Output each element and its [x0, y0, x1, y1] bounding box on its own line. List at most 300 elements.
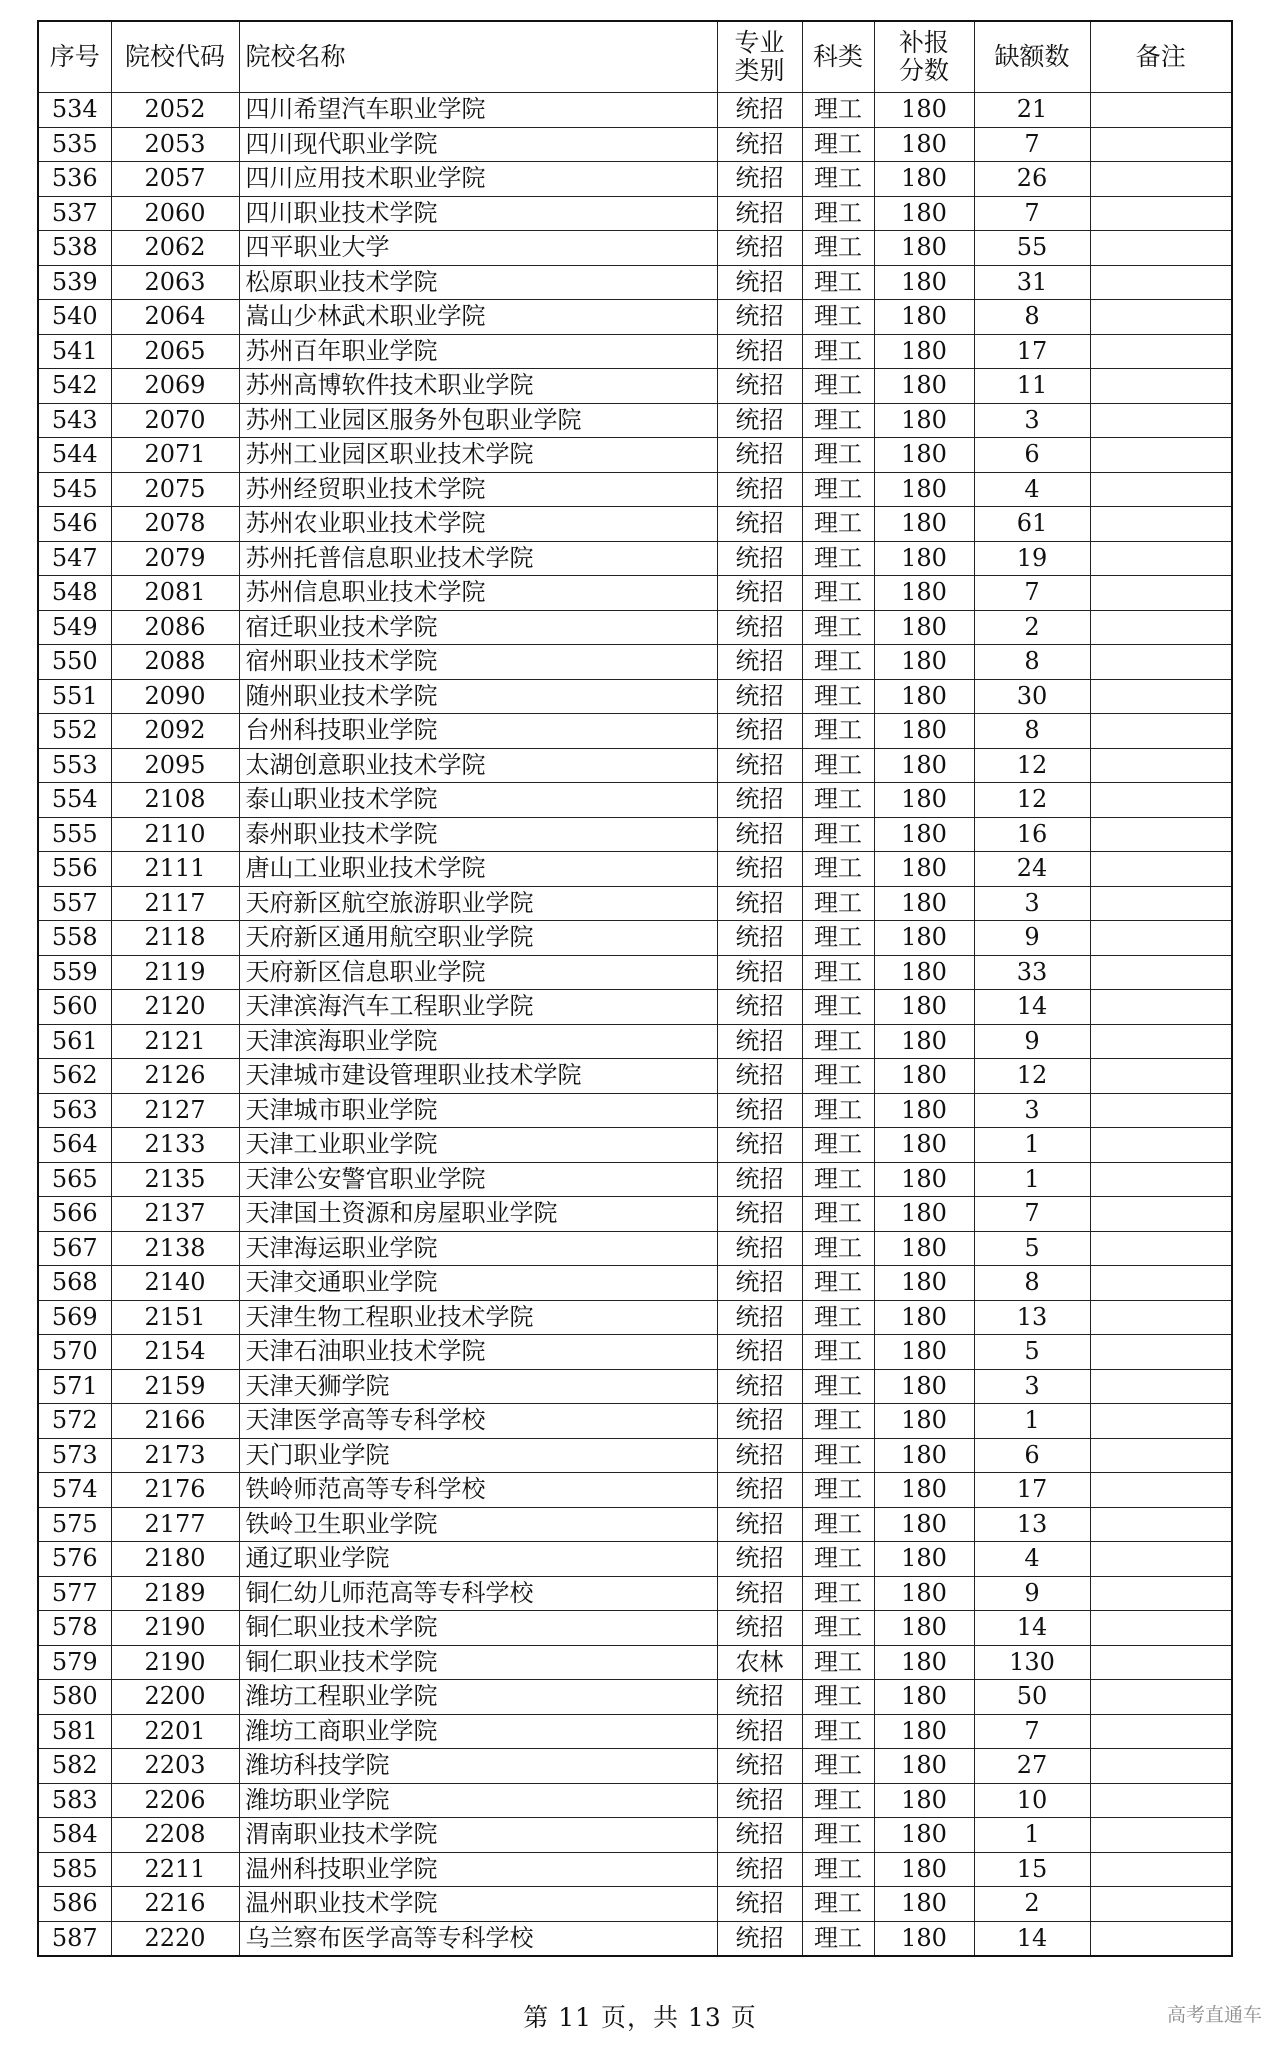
cell-school-code: 2108	[111, 783, 239, 818]
cell-school-name: 天津滨海职业学院	[239, 1024, 717, 1059]
cell-remark	[1090, 1438, 1232, 1473]
table-row	[38, 714, 1232, 749]
cell-vacancy: 1	[974, 1162, 1090, 1197]
cell-seq: 543	[38, 403, 111, 438]
cell-subject: 理工	[802, 1576, 874, 1611]
cell-school-name: 苏州工业园区服务外包职业学院	[239, 403, 717, 438]
cell-score: 180	[874, 1404, 974, 1439]
cell-remark	[1090, 1645, 1232, 1680]
cell-major-category: 统招	[717, 1300, 802, 1335]
cell-subject: 理工	[802, 507, 874, 542]
cell-subject: 理工	[802, 1438, 874, 1473]
cell-remark	[1090, 886, 1232, 921]
cell-school-code: 2075	[111, 472, 239, 507]
cell-subject: 理工	[802, 1542, 874, 1577]
page-footer: 第 11 页，共 13 页	[523, 2003, 757, 2032]
cell-vacancy: 17	[974, 1473, 1090, 1508]
table-row	[38, 300, 1232, 335]
cell-major-category: 统招	[717, 1335, 802, 1370]
cell-vacancy: 5	[974, 1231, 1090, 1266]
cell-subject: 理工	[802, 748, 874, 783]
cell-subject: 理工	[802, 817, 874, 852]
cell-remark	[1090, 1507, 1232, 1542]
cell-school-code: 2137	[111, 1197, 239, 1232]
cell-vacancy: 55	[974, 231, 1090, 266]
cell-subject: 理工	[802, 1059, 874, 1094]
table-row	[38, 1300, 1232, 1335]
table-row	[38, 610, 1232, 645]
cell-vacancy: 7	[974, 1714, 1090, 1749]
cell-major-category: 统招	[717, 1507, 802, 1542]
cell-school-code: 2189	[111, 1576, 239, 1611]
table-row	[38, 645, 1232, 680]
cell-subject: 理工	[802, 162, 874, 197]
cell-remark	[1090, 1818, 1232, 1853]
cell-major-category: 统招	[717, 1852, 802, 1887]
table-row	[38, 1024, 1232, 1059]
table-row	[38, 1404, 1232, 1439]
cell-vacancy: 13	[974, 1507, 1090, 1542]
cell-score: 180	[874, 1611, 974, 1646]
cell-subject: 理工	[802, 541, 874, 576]
cell-school-name: 天门职业学院	[239, 1438, 717, 1473]
cell-seq: 545	[38, 472, 111, 507]
cell-score: 180	[874, 576, 974, 611]
cell-subject: 理工	[802, 231, 874, 266]
cell-major-category: 统招	[717, 1197, 802, 1232]
cell-subject: 理工	[802, 1507, 874, 1542]
table-row	[38, 1576, 1232, 1611]
cell-vacancy: 12	[974, 748, 1090, 783]
cell-subject: 理工	[802, 1128, 874, 1163]
cell-school-name: 温州职业技术学院	[239, 1887, 717, 1922]
cell-score: 180	[874, 541, 974, 576]
header-score	[874, 21, 974, 93]
cell-subject: 理工	[802, 714, 874, 749]
cell-major-category: 统招	[717, 127, 802, 162]
cell-score: 180	[874, 196, 974, 231]
cell-vacancy: 26	[974, 162, 1090, 197]
cell-remark	[1090, 955, 1232, 990]
header-major-category-line2: 类别	[734, 56, 785, 85]
table-row	[38, 1611, 1232, 1646]
cell-score: 180	[874, 403, 974, 438]
cell-remark	[1090, 1473, 1232, 1508]
cell-score: 180	[874, 1818, 974, 1853]
table-header-row	[38, 21, 1232, 93]
cell-school-name: 潍坊职业学院	[239, 1783, 717, 1818]
cell-score: 180	[874, 1128, 974, 1163]
header-seq: 序号	[38, 21, 111, 93]
cell-subject: 理工	[802, 1231, 874, 1266]
cell-major-category: 统招	[717, 886, 802, 921]
table-row	[38, 334, 1232, 369]
cell-score: 180	[874, 334, 974, 369]
cell-vacancy: 21	[974, 93, 1090, 128]
cell-vacancy: 9	[974, 1024, 1090, 1059]
cell-vacancy: 6	[974, 1438, 1090, 1473]
table-row	[38, 507, 1232, 542]
cell-school-code: 2127	[111, 1093, 239, 1128]
cell-school-name: 四川职业技术学院	[239, 196, 717, 231]
cell-seq: 554	[38, 783, 111, 818]
vacancy-table	[37, 20, 1233, 1957]
cell-school-code: 2052	[111, 93, 239, 128]
cell-school-name: 天府新区信息职业学院	[239, 955, 717, 990]
cell-seq: 548	[38, 576, 111, 611]
cell-major-category: 统招	[717, 714, 802, 749]
cell-remark	[1090, 300, 1232, 335]
cell-seq: 560	[38, 990, 111, 1025]
cell-subject: 理工	[802, 1749, 874, 1784]
cell-seq: 581	[38, 1714, 111, 1749]
cell-remark	[1090, 921, 1232, 956]
cell-seq: 542	[38, 369, 111, 404]
cell-remark	[1090, 1059, 1232, 1094]
cell-school-name: 唐山工业职业技术学院	[239, 852, 717, 887]
cell-school-code: 2201	[111, 1714, 239, 1749]
table-row	[38, 1438, 1232, 1473]
cell-major-category: 统招	[717, 1576, 802, 1611]
cell-score: 180	[874, 1231, 974, 1266]
cell-major-category: 统招	[717, 1231, 802, 1266]
cell-school-code: 2078	[111, 507, 239, 542]
cell-subject: 理工	[802, 1300, 874, 1335]
table-row	[38, 1231, 1232, 1266]
cell-major-category: 统招	[717, 334, 802, 369]
cell-school-name: 随州职业技术学院	[239, 679, 717, 714]
cell-subject: 理工	[802, 1887, 874, 1922]
cell-major-category: 统招	[717, 541, 802, 576]
cell-remark	[1090, 852, 1232, 887]
table-row	[38, 886, 1232, 921]
cell-school-name: 松原职业技术学院	[239, 265, 717, 300]
cell-school-code: 2090	[111, 679, 239, 714]
cell-remark	[1090, 1093, 1232, 1128]
cell-vacancy: 130	[974, 1645, 1090, 1680]
cell-remark	[1090, 817, 1232, 852]
cell-subject: 理工	[802, 1783, 874, 1818]
cell-school-name: 潍坊科技学院	[239, 1749, 717, 1784]
table-row	[38, 1852, 1232, 1887]
cell-major-category: 统招	[717, 1783, 802, 1818]
cell-school-name: 天府新区通用航空职业学院	[239, 921, 717, 956]
header-score-line2: 分数	[898, 56, 949, 85]
cell-seq: 566	[38, 1197, 111, 1232]
cell-score: 180	[874, 1852, 974, 1887]
cell-vacancy: 7	[974, 127, 1090, 162]
cell-score: 180	[874, 1300, 974, 1335]
cell-seq: 541	[38, 334, 111, 369]
cell-vacancy: 6	[974, 438, 1090, 473]
cell-major-category: 统招	[717, 1438, 802, 1473]
table-row	[38, 1093, 1232, 1128]
table-row	[38, 403, 1232, 438]
cell-subject: 理工	[802, 1093, 874, 1128]
cell-subject: 理工	[802, 1852, 874, 1887]
cell-school-code: 2121	[111, 1024, 239, 1059]
cell-major-category: 统招	[717, 231, 802, 266]
cell-seq: 557	[38, 886, 111, 921]
table-row	[38, 1197, 1232, 1232]
cell-vacancy: 16	[974, 817, 1090, 852]
cell-major-category: 统招	[717, 265, 802, 300]
cell-school-code: 2159	[111, 1369, 239, 1404]
cell-score: 180	[874, 1473, 974, 1508]
cell-school-name: 天津海运职业学院	[239, 1231, 717, 1266]
cell-major-category: 统招	[717, 1404, 802, 1439]
cell-seq: 572	[38, 1404, 111, 1439]
table-row	[38, 783, 1232, 818]
cell-subject: 理工	[802, 990, 874, 1025]
cell-school-code: 2070	[111, 403, 239, 438]
cell-score: 180	[874, 1162, 974, 1197]
cell-school-name: 苏州经贸职业技术学院	[239, 472, 717, 507]
cell-remark	[1090, 1852, 1232, 1887]
cell-major-category: 统招	[717, 1749, 802, 1784]
cell-score: 180	[874, 1680, 974, 1715]
cell-subject: 理工	[802, 1197, 874, 1232]
cell-remark	[1090, 1714, 1232, 1749]
table-body	[38, 93, 1232, 1957]
cell-remark	[1090, 1887, 1232, 1922]
cell-remark	[1090, 1266, 1232, 1301]
cell-major-category: 农林	[717, 1645, 802, 1680]
cell-remark	[1090, 265, 1232, 300]
cell-remark	[1090, 1611, 1232, 1646]
cell-school-name: 天津国土资源和房屋职业学院	[239, 1197, 717, 1232]
cell-vacancy: 1	[974, 1404, 1090, 1439]
cell-school-code: 2151	[111, 1300, 239, 1335]
cell-school-code: 2200	[111, 1680, 239, 1715]
cell-subject: 理工	[802, 1024, 874, 1059]
cell-remark	[1090, 369, 1232, 404]
cell-seq: 536	[38, 162, 111, 197]
cell-school-code: 2064	[111, 300, 239, 335]
cell-seq: 562	[38, 1059, 111, 1094]
cell-remark	[1090, 1162, 1232, 1197]
header-major-category	[717, 21, 802, 93]
cell-major-category: 统招	[717, 817, 802, 852]
cell-vacancy: 27	[974, 1749, 1090, 1784]
cell-vacancy: 8	[974, 1266, 1090, 1301]
table-row	[38, 817, 1232, 852]
cell-vacancy: 10	[974, 1783, 1090, 1818]
cell-subject: 理工	[802, 1611, 874, 1646]
cell-vacancy: 4	[974, 472, 1090, 507]
table-row	[38, 1059, 1232, 1094]
cell-remark	[1090, 1783, 1232, 1818]
cell-school-code: 2140	[111, 1266, 239, 1301]
cell-school-name: 苏州托普信息职业技术学院	[239, 541, 717, 576]
cell-school-name: 天府新区航空旅游职业学院	[239, 886, 717, 921]
cell-school-name: 铜仁幼儿师范高等专科学校	[239, 1576, 717, 1611]
cell-subject: 理工	[802, 265, 874, 300]
cell-subject: 理工	[802, 300, 874, 335]
cell-vacancy: 8	[974, 300, 1090, 335]
cell-score: 180	[874, 1093, 974, 1128]
cell-seq: 585	[38, 1852, 111, 1887]
table-row	[38, 921, 1232, 956]
cell-school-code: 2206	[111, 1783, 239, 1818]
cell-vacancy: 24	[974, 852, 1090, 887]
cell-major-category: 统招	[717, 645, 802, 680]
cell-school-code: 2190	[111, 1645, 239, 1680]
cell-score: 180	[874, 852, 974, 887]
cell-vacancy: 9	[974, 921, 1090, 956]
cell-school-code: 2063	[111, 265, 239, 300]
cell-score: 180	[874, 645, 974, 680]
cell-major-category: 统招	[717, 1921, 802, 1956]
table-row	[38, 679, 1232, 714]
cell-school-code: 2117	[111, 886, 239, 921]
cell-major-category: 统招	[717, 403, 802, 438]
cell-seq: 563	[38, 1093, 111, 1128]
cell-major-category: 统招	[717, 1611, 802, 1646]
cell-score: 180	[874, 1921, 974, 1956]
table-row	[38, 127, 1232, 162]
cell-school-code: 2053	[111, 127, 239, 162]
table-row	[38, 369, 1232, 404]
cell-remark	[1090, 93, 1232, 128]
cell-school-code: 2180	[111, 1542, 239, 1577]
table-row	[38, 576, 1232, 611]
table-row	[38, 1369, 1232, 1404]
table-row	[38, 1680, 1232, 1715]
cell-major-category: 统招	[717, 921, 802, 956]
cell-school-name: 天津天狮学院	[239, 1369, 717, 1404]
cell-school-code: 2135	[111, 1162, 239, 1197]
cell-seq: 547	[38, 541, 111, 576]
cell-score: 180	[874, 955, 974, 990]
cell-school-name: 宿州职业技术学院	[239, 645, 717, 680]
cell-school-name: 苏州农业职业技术学院	[239, 507, 717, 542]
cell-school-code: 2211	[111, 1852, 239, 1887]
table-row	[38, 1507, 1232, 1542]
header-school-name: 院校名称	[239, 21, 717, 93]
cell-remark	[1090, 196, 1232, 231]
cell-school-name: 苏州工业园区职业技术学院	[239, 438, 717, 473]
cell-vacancy: 15	[974, 1852, 1090, 1887]
cell-vacancy: 13	[974, 1300, 1090, 1335]
cell-major-category: 统招	[717, 1542, 802, 1577]
cell-major-category: 统招	[717, 507, 802, 542]
cell-score: 180	[874, 369, 974, 404]
cell-major-category: 统招	[717, 1162, 802, 1197]
cell-seq: 580	[38, 1680, 111, 1715]
cell-score: 180	[874, 679, 974, 714]
cell-remark	[1090, 1335, 1232, 1370]
cell-vacancy: 9	[974, 1576, 1090, 1611]
cell-school-code: 2176	[111, 1473, 239, 1508]
cell-score: 180	[874, 748, 974, 783]
cell-school-code: 2118	[111, 921, 239, 956]
cell-school-name: 天津滨海汽车工程职业学院	[239, 990, 717, 1025]
cell-seq: 551	[38, 679, 111, 714]
cell-seq: 552	[38, 714, 111, 749]
cell-subject: 理工	[802, 1404, 874, 1439]
cell-remark	[1090, 438, 1232, 473]
cell-remark	[1090, 231, 1232, 266]
table-row	[38, 748, 1232, 783]
cell-remark	[1090, 1404, 1232, 1439]
table-row	[38, 1818, 1232, 1853]
cell-remark	[1090, 645, 1232, 680]
cell-school-name: 天津医学高等专科学校	[239, 1404, 717, 1439]
cell-subject: 理工	[802, 679, 874, 714]
cell-school-code: 2086	[111, 610, 239, 645]
cell-seq: 574	[38, 1473, 111, 1508]
cell-subject: 理工	[802, 955, 874, 990]
cell-seq: 582	[38, 1749, 111, 1784]
cell-major-category: 统招	[717, 1818, 802, 1853]
table-row	[38, 1128, 1232, 1163]
cell-score: 180	[874, 507, 974, 542]
cell-school-name: 四平职业大学	[239, 231, 717, 266]
cell-seq: 578	[38, 1611, 111, 1646]
cell-score: 180	[874, 1714, 974, 1749]
cell-score: 180	[874, 1024, 974, 1059]
cell-score: 180	[874, 127, 974, 162]
cell-seq: 555	[38, 817, 111, 852]
cell-seq: 583	[38, 1783, 111, 1818]
cell-remark	[1090, 1576, 1232, 1611]
cell-school-name: 太湖创意职业技术学院	[239, 748, 717, 783]
cell-school-code: 2154	[111, 1335, 239, 1370]
cell-school-name: 嵩山少林武术职业学院	[239, 300, 717, 335]
cell-school-name: 台州科技职业学院	[239, 714, 717, 749]
cell-subject: 理工	[802, 1818, 874, 1853]
cell-school-name: 天津生物工程职业技术学院	[239, 1300, 717, 1335]
cell-school-code: 2126	[111, 1059, 239, 1094]
table-row	[38, 196, 1232, 231]
cell-seq: 564	[38, 1128, 111, 1163]
cell-vacancy: 31	[974, 265, 1090, 300]
cell-subject: 理工	[802, 127, 874, 162]
table-row	[38, 162, 1232, 197]
cell-subject: 理工	[802, 369, 874, 404]
cell-major-category: 统招	[717, 610, 802, 645]
cell-score: 180	[874, 610, 974, 645]
cell-score: 180	[874, 1576, 974, 1611]
cell-major-category: 统招	[717, 438, 802, 473]
cell-school-code: 2062	[111, 231, 239, 266]
cell-seq: 534	[38, 93, 111, 128]
cell-school-name: 天津城市建设管理职业技术学院	[239, 1059, 717, 1094]
cell-score: 180	[874, 1542, 974, 1577]
cell-major-category: 统招	[717, 1473, 802, 1508]
cell-remark	[1090, 1680, 1232, 1715]
cell-seq: 567	[38, 1231, 111, 1266]
cell-major-category: 统招	[717, 472, 802, 507]
cell-remark	[1090, 507, 1232, 542]
cell-score: 180	[874, 1887, 974, 1922]
table-row	[38, 1887, 1232, 1922]
cell-subject: 理工	[802, 93, 874, 128]
cell-school-name: 泰州职业技术学院	[239, 817, 717, 852]
cell-major-category: 统招	[717, 679, 802, 714]
cell-major-category: 统招	[717, 783, 802, 818]
cell-remark	[1090, 1300, 1232, 1335]
cell-seq: 579	[38, 1645, 111, 1680]
cell-score: 180	[874, 300, 974, 335]
cell-vacancy: 11	[974, 369, 1090, 404]
cell-school-name: 天津公安警官职业学院	[239, 1162, 717, 1197]
cell-score: 180	[874, 1749, 974, 1784]
table-row	[38, 1162, 1232, 1197]
cell-school-name: 苏州百年职业学院	[239, 334, 717, 369]
table-row	[38, 541, 1232, 576]
